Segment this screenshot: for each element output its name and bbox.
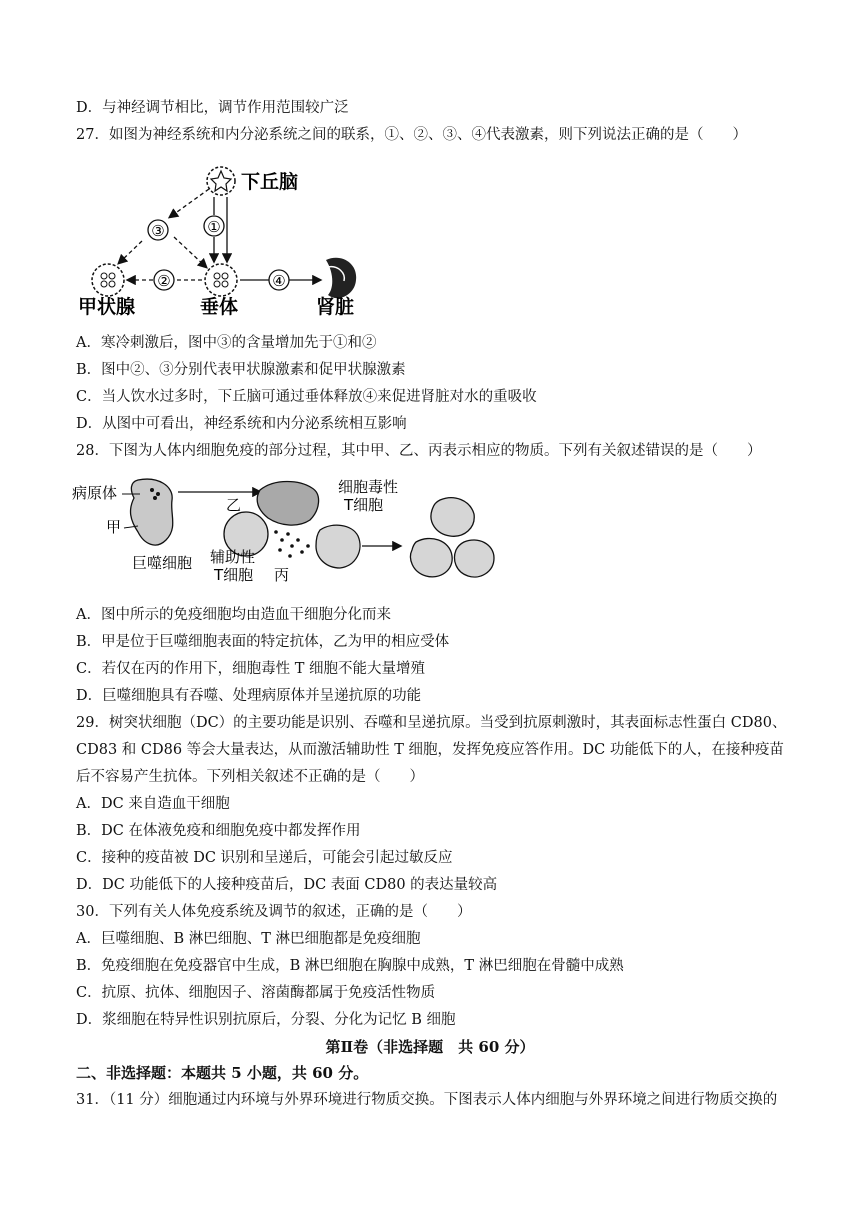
q27-figure bbox=[76, 155, 376, 325]
q29-stem-line3: 后不容易产生抗体。下列相关叙述不正确的是（ ） bbox=[76, 769, 424, 785]
kidney-label: 肾脏 bbox=[316, 296, 355, 318]
q29-option-c: C．接种的疫苗被 DC 识别和呈递后，可能会引起过敏反应 bbox=[76, 850, 453, 866]
pathogen-label: 病原体 bbox=[72, 484, 118, 502]
hormone-2-label: ② bbox=[157, 272, 171, 290]
cytotoxic-t-label-line1: 细胞毒性 bbox=[338, 478, 399, 496]
q28-option-a: A．图中所示的免疫细胞均由造血干细胞分化而来 bbox=[76, 607, 391, 623]
cytotoxic-t-cell bbox=[316, 525, 360, 568]
q28-option-d: D．巨噬细胞具有吞噬、处理病原体并呈递抗原的功能 bbox=[76, 688, 422, 704]
hormone-1-label: ① bbox=[207, 218, 221, 236]
q29-option-a: A．DC 来自造血干细胞 bbox=[76, 796, 230, 812]
q29-stem-line2: CD83 和 CD86 等会大量表达，从而激活辅助性 T 细胞，发挥免疫应答作用。DC 功能低下的人，在接种疫苗 bbox=[76, 742, 784, 758]
section2-title: 二、非选择题：本题共 5 小题，共 60 分。 bbox=[76, 1064, 369, 1082]
helper-t-label-line1: 辅助性 bbox=[210, 548, 256, 566]
hormone-3-label: ③ bbox=[151, 222, 165, 240]
hormone-4-label: ④ bbox=[272, 272, 286, 290]
pituitary-node bbox=[205, 264, 237, 296]
hypothalamus-label: 下丘脑 bbox=[241, 171, 299, 193]
kidney-icon bbox=[326, 258, 356, 298]
hypothalamus-node bbox=[207, 167, 235, 195]
q29-option-b: B．DC 在体液免疫和细胞免疫中都发挥作用 bbox=[76, 823, 361, 839]
q31-stem: 31．（11 分）细胞通过内环境与外界环境进行物质交换。下图表示人体内细胞与外界环境之间进行物质交换的 bbox=[76, 1092, 778, 1108]
thyroid-node bbox=[92, 264, 124, 296]
q29-stem-line1: 29．树突状细胞（DC）的主要功能是识别、吞噬和呈递抗原。当受到抗原刺激时，其表面标志性蛋白 CD80、 bbox=[76, 715, 787, 731]
cytotoxic-t-label-line2: T细胞 bbox=[344, 496, 384, 514]
q28-option-c: C．若仅在丙的作用下，细胞毒性 T 细胞不能大量增殖 bbox=[76, 661, 425, 677]
macrophage-label: 巨噬细胞 bbox=[132, 554, 193, 572]
q27-option-d: D．从图中可看出，神经系统和内分泌系统相互影响 bbox=[76, 416, 407, 432]
q26-option-d: D．与神经调节相比，调节作用范围较广泛 bbox=[76, 100, 349, 116]
helper-t-label-line2: T细胞 bbox=[214, 566, 254, 584]
q29-option-d: D．DC 功能低下的人接种疫苗后，DC 表面 CD80 的表达量较高 bbox=[76, 877, 498, 893]
thyroid-label: 甲状腺 bbox=[78, 296, 136, 318]
pituitary-label: 垂体 bbox=[200, 296, 239, 318]
q30-option-a: A．巨噬细胞、B 淋巴细胞、T 淋巴细胞都是免疫细胞 bbox=[76, 931, 421, 947]
q28-figure bbox=[70, 470, 510, 590]
q30-option-c: C．抗原、抗体、细胞因子、溶菌酶都属于免疫活性物质 bbox=[76, 985, 436, 1001]
bing-label: 丙 bbox=[274, 566, 290, 584]
q27-option-a: A．寒冷刺激后，图中③的含量增加先于①和② bbox=[76, 335, 377, 351]
jia-label: 甲 bbox=[106, 518, 122, 536]
q27-option-b: B．图中②、③分别代表甲状腺激素和促甲状腺激素 bbox=[76, 362, 406, 378]
q27-stem: 27．如图为神经系统和内分泌系统之间的联系，①、②、③、④代表激素，则下列说法正确的是（ ） bbox=[76, 127, 747, 143]
q30-stem: 30．下列有关人体免疫系统及调节的叙述，正确的是（ ） bbox=[76, 904, 472, 920]
q30-option-b: B．免疫细胞在免疫器官中生成，B 淋巴细胞在胸腺中成熟，T 淋巴细胞在骨髓中成熟 bbox=[76, 958, 624, 974]
yi-label: 乙 bbox=[226, 496, 242, 514]
part2-title: 第Ⅱ卷（非选择题 共 60 分） bbox=[325, 1038, 535, 1056]
q27-option-c: C．当人饮水过多时，下丘脑可通过垂体释放④来促进肾脏对水的重吸收 bbox=[76, 389, 537, 405]
q30-option-d: D．浆细胞在特异性识别抗原后，分裂、分化为记忆 B 细胞 bbox=[76, 1012, 456, 1028]
q28-option-b: B．甲是位于巨噬细胞表面的特定抗体，乙为甲的相应受体 bbox=[76, 634, 450, 650]
q28-stem: 28．下图为人体内细胞免疫的部分过程，其中甲、乙、丙表示相应的物质。下列有关叙述错误的是（ ） bbox=[76, 443, 762, 459]
